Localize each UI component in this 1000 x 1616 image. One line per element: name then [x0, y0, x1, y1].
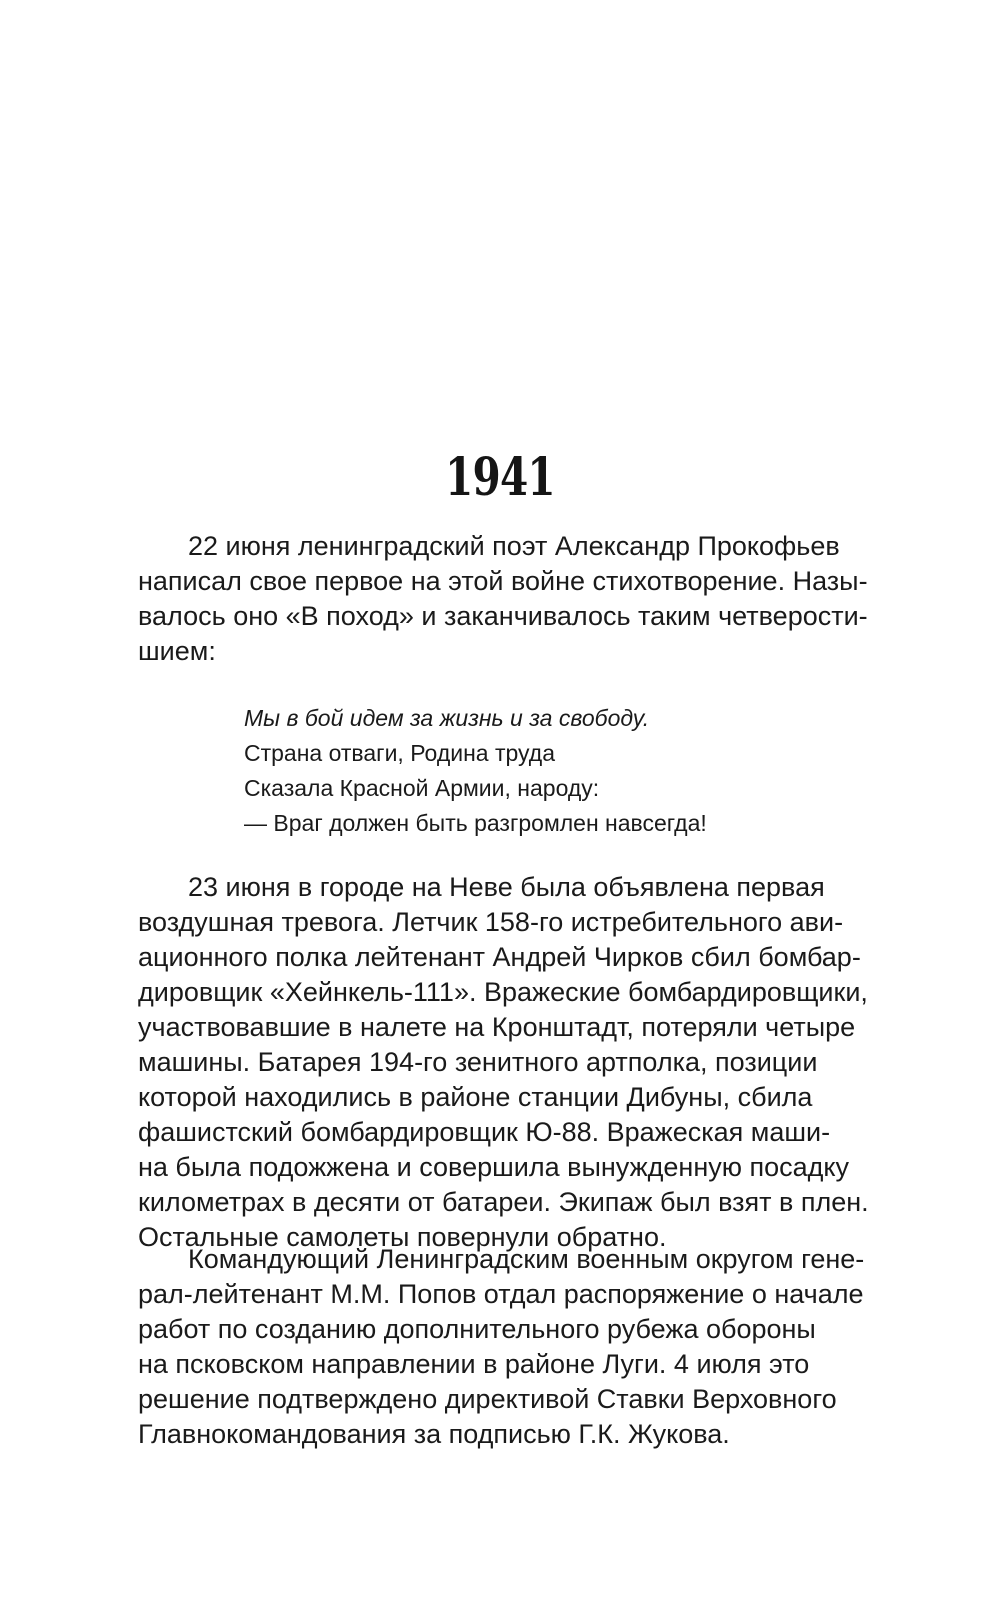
paragraph-1	[138, 529, 868, 669]
paragraph-line: участвовавшие в налете на Кронштадт, потеряли четыре	[138, 1012, 856, 1042]
paragraph-line: Командующий Ленинградским военным округом гене-	[188, 1244, 865, 1274]
paragraph-line: ационного полка лейтенант Андрей Чирков сбил бомбар-	[138, 942, 861, 972]
paragraph-line: Главнокомандования за подписью Г.К. Жукова.	[138, 1419, 730, 1449]
paragraph-line: написал свое первое на этой войне стихотворение. Назы-	[138, 566, 868, 596]
poem-line: Страна отваги, Родина труда	[244, 740, 555, 766]
paragraph-line: шием:	[138, 636, 216, 666]
paragraph-line: работ по созданию дополнительного рубежа обороны	[138, 1314, 816, 1344]
paragraph-line: на псковском направлении в районе Луги. 4 июля это	[138, 1349, 810, 1379]
paragraph-line: на была подожжена и совершила вынужденную посадку	[138, 1152, 850, 1182]
paragraph-line: 22 июня ленинградский поэт Александр Прокофьев	[188, 531, 840, 561]
paragraph-line: дировщик «Хейнкель-111». Вражеские бомбардировщики,	[138, 977, 868, 1007]
chapter-title: 1941	[445, 447, 555, 508]
paragraph-line: рал-лейтенант М.М. Попов отдал распоряжение о начале	[138, 1279, 864, 1309]
paragraph-2	[138, 870, 868, 1255]
poem-line: Сказала Красной Армии, народу:	[244, 775, 600, 801]
paragraph-line: машины. Батарея 194-го зенитного артполка, позиции	[138, 1047, 818, 1077]
poem-line: — Враг должен быть разгромлен навсегда!	[244, 810, 707, 836]
paragraph-line: километрах в десяти от батареи. Экипаж был взят в плен.	[138, 1187, 869, 1217]
paragraph-line: фашистский бомбардировщик Ю-88. Вражеская маши-	[138, 1117, 831, 1147]
poem-line: Мы в бой идем за жизнь и за свободу.	[244, 705, 650, 731]
paragraph-line: решение подтверждено директивой Ставки Верховного	[138, 1384, 837, 1414]
paragraph-line: Остальные самолеты повернули обратно.	[138, 1222, 667, 1252]
paragraph-line: валось оно «В поход» и заканчивалось таким четверости-	[138, 601, 868, 631]
poem-quatrain	[244, 701, 864, 841]
paragraph-3	[138, 1242, 868, 1452]
paragraph-line: 23 июня в городе на Неве была объявлена первая	[188, 872, 825, 902]
paragraph-line: воздушная тревога. Летчик 158-го истребительного ави-	[138, 907, 844, 937]
paragraph-line: которой находились в районе станции Дибуны, сбила	[138, 1082, 813, 1112]
